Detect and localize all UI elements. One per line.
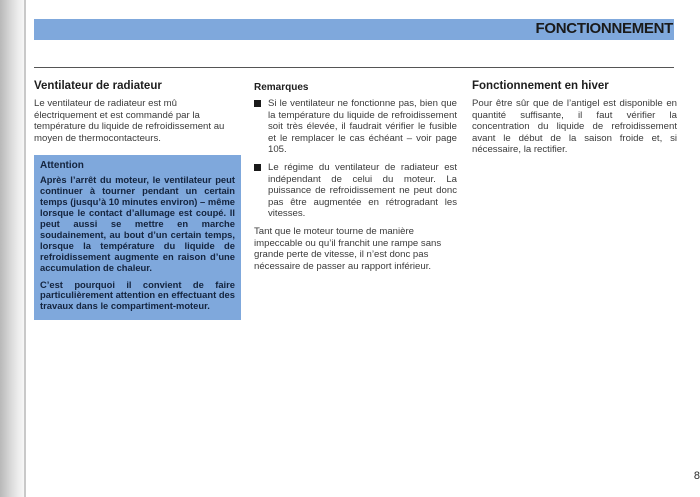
attention-paragraph-2: C’est pourquoi il convient de faire particulièrement attention en effectuant des travaux dans le compartiment-moteur. — [40, 278, 235, 312]
winter-operation-heading: Fonctionnement en hiver — [472, 80, 609, 92]
page-edge — [24, 0, 26, 497]
book-spine-shadow — [0, 0, 24, 497]
left-column — [34, 80, 241, 320]
middle-column — [254, 82, 457, 272]
attention-paragraph-1: Après l’arrêt du moteur, le ventilateur peut continuer à tourner pendant un certain temps (jusqu’à 10 minutes environ) – même lorsque le contact d’allumage est coupé. Il peut aussi se mettre en marche soudainement, au bout d’un certain temps, lorsque la température du liquide de refroidissement augmente en raison d’une accumulation de chaleur. — [40, 174, 235, 273]
radiator-fan-body: Le ventilateur de radiateur est mû électriquement et est commandé par la température du liquide de refroidissement au moyen de thermocontacteurs. — [34, 98, 225, 144]
remarks-heading: Remarques — [254, 82, 309, 93]
section-title: FONCTIONNEMENT — [535, 20, 673, 37]
winter-operation-body: Pour être sûr que de l’antigel est disponible en quantité suffisante, il faut vérifier la concentration du liquide de refroidissement avant le début de la saison froide et, si nécessaire, la rectifier. — [472, 98, 677, 156]
square-bullet-icon — [254, 100, 261, 107]
attention-title: Attention — [40, 160, 84, 172]
remark-text-1: Si le ventilateur ne fonctionne pas, bien que la température du liquide de refroidissement soit très élevée, il faudrait vérifier le fusible et le remplacer le cas échéant – voir page 105. — [268, 98, 457, 156]
remarks-body: Tant que le moteur tourne de manière impeccable ou qu’il franchit une rampe sans grande perte de vitesse, il n’est donc pas nécessaire de passer au rapport inférieur. — [254, 225, 442, 272]
remark-text-2: Le régime du ventilateur de radiateur est indépendant de celui du moteur. La puissance de refroidissement ne peut donc pas être augmentée en rétrogradant les vitesses. — [268, 161, 457, 220]
page-number: 8 — [693, 470, 700, 482]
radiator-fan-heading: Ventilateur de radiateur — [34, 80, 162, 92]
right-column — [472, 80, 677, 156]
remark-item — [254, 162, 457, 220]
square-bullet-icon — [254, 164, 261, 171]
attention-box — [34, 155, 241, 320]
remark-item — [254, 98, 457, 156]
header-rule — [34, 67, 674, 68]
